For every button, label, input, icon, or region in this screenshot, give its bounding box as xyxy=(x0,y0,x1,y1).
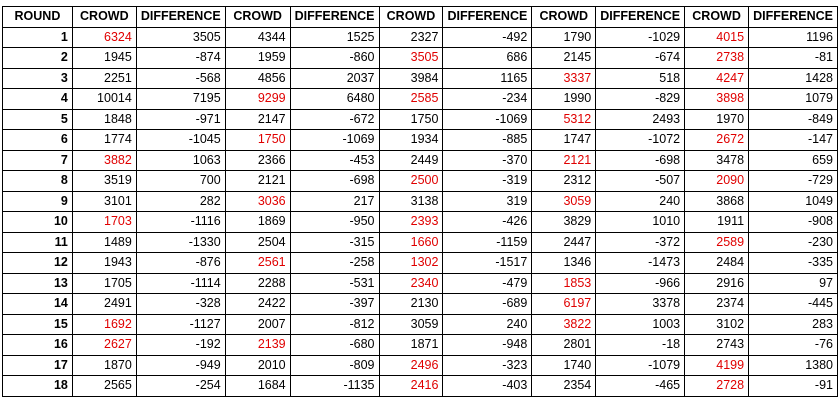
difference-cell: -698 xyxy=(290,171,379,192)
table-row xyxy=(3,171,838,192)
header-crowd: CROWD xyxy=(225,7,290,28)
table-row xyxy=(3,68,838,89)
difference-cell: -1114 xyxy=(136,273,225,294)
round-cell: 18 xyxy=(3,376,73,397)
header-difference: DIFFERENCE xyxy=(596,7,685,28)
crowd-cell: 1660 xyxy=(379,232,443,253)
difference-cell: 1049 xyxy=(749,191,838,212)
difference-cell: 240 xyxy=(596,191,685,212)
difference-cell: -147 xyxy=(749,130,838,151)
difference-cell: 518 xyxy=(596,68,685,89)
crowd-cell: 1869 xyxy=(225,212,290,233)
difference-cell: -680 xyxy=(290,335,379,356)
crowd-cell: 2007 xyxy=(225,314,290,335)
header-difference: DIFFERENCE xyxy=(749,7,838,28)
crowd-cell: 2589 xyxy=(685,232,749,253)
difference-cell: -91 xyxy=(749,376,838,397)
header-difference: DIFFERENCE xyxy=(443,7,532,28)
crowd-cell: 1489 xyxy=(72,232,136,253)
crowd-cell: 2801 xyxy=(532,335,596,356)
difference-cell: -698 xyxy=(596,150,685,171)
difference-cell: -230 xyxy=(749,232,838,253)
difference-cell: 97 xyxy=(749,273,838,294)
table-row xyxy=(3,191,838,212)
difference-cell: -949 xyxy=(136,355,225,376)
crowd-cell: 2251 xyxy=(72,68,136,89)
difference-cell: 1428 xyxy=(749,68,838,89)
difference-cell: -1473 xyxy=(596,253,685,274)
header-crowd: CROWD xyxy=(72,7,136,28)
header-row xyxy=(3,7,838,28)
crowd-cell: 2916 xyxy=(685,273,749,294)
difference-cell: -1072 xyxy=(596,130,685,151)
difference-cell: 319 xyxy=(443,191,532,212)
table-row xyxy=(3,232,838,253)
crowd-cell: 2374 xyxy=(685,294,749,315)
crowd-cell: 1871 xyxy=(379,335,443,356)
crowd-cell: 3898 xyxy=(685,89,749,110)
round-cell: 16 xyxy=(3,335,73,356)
crowd-cell: 3059 xyxy=(379,314,443,335)
crowd-cell: 9299 xyxy=(225,89,290,110)
difference-cell: -76 xyxy=(749,335,838,356)
crowd-cell: 3984 xyxy=(379,68,443,89)
round-cell: 15 xyxy=(3,314,73,335)
difference-cell: -370 xyxy=(443,150,532,171)
difference-cell: -966 xyxy=(596,273,685,294)
crowd-cell: 1302 xyxy=(379,253,443,274)
crowd-cell: 3505 xyxy=(379,48,443,69)
header-difference: DIFFERENCE xyxy=(290,7,379,28)
difference-cell: -1517 xyxy=(443,253,532,274)
crowd-cell: 4344 xyxy=(225,27,290,48)
difference-cell: -849 xyxy=(749,109,838,130)
crowd-cell: 1750 xyxy=(379,109,443,130)
difference-cell: -729 xyxy=(749,171,838,192)
crowd-cell: 3478 xyxy=(685,150,749,171)
round-cell: 12 xyxy=(3,253,73,274)
round-cell: 4 xyxy=(3,89,73,110)
difference-cell: -531 xyxy=(290,273,379,294)
crowd-cell: 1970 xyxy=(685,109,749,130)
difference-cell: 1525 xyxy=(290,27,379,48)
difference-cell: -672 xyxy=(290,109,379,130)
difference-cell: 1063 xyxy=(136,150,225,171)
header-round: ROUND xyxy=(3,7,73,28)
crowd-cell: 1750 xyxy=(225,130,290,151)
crowd-cell: 2145 xyxy=(532,48,596,69)
difference-cell: -1135 xyxy=(290,376,379,397)
crowd-cell: 2366 xyxy=(225,150,290,171)
crowd-cell: 4856 xyxy=(225,68,290,89)
round-cell: 9 xyxy=(3,191,73,212)
crowd-cell: 1740 xyxy=(532,355,596,376)
crowd-cell: 2504 xyxy=(225,232,290,253)
crowd-cell: 2010 xyxy=(225,355,290,376)
difference-cell: -81 xyxy=(749,48,838,69)
crowd-cell: 1911 xyxy=(685,212,749,233)
table-row xyxy=(3,253,838,274)
difference-cell: -971 xyxy=(136,109,225,130)
crowd-cell: 2139 xyxy=(225,335,290,356)
crowd-cell: 1705 xyxy=(72,273,136,294)
difference-cell: -1069 xyxy=(290,130,379,151)
header-crowd: CROWD xyxy=(532,7,596,28)
table-row xyxy=(3,109,838,130)
round-cell: 2 xyxy=(3,48,73,69)
crowd-cell: 1959 xyxy=(225,48,290,69)
difference-cell: 2493 xyxy=(596,109,685,130)
difference-cell: 240 xyxy=(443,314,532,335)
crowd-cell: 2738 xyxy=(685,48,749,69)
difference-cell: -950 xyxy=(290,212,379,233)
table-row xyxy=(3,355,838,376)
difference-cell: -315 xyxy=(290,232,379,253)
crowd-cell: 1774 xyxy=(72,130,136,151)
difference-cell: 1165 xyxy=(443,68,532,89)
round-cell: 1 xyxy=(3,27,73,48)
crowd-cell: 3101 xyxy=(72,191,136,212)
difference-cell: -876 xyxy=(136,253,225,274)
difference-cell: -426 xyxy=(443,212,532,233)
difference-cell: -674 xyxy=(596,48,685,69)
difference-cell: -908 xyxy=(749,212,838,233)
table-row xyxy=(3,212,838,233)
crowd-cell: 2500 xyxy=(379,171,443,192)
difference-cell: -1159 xyxy=(443,232,532,253)
crowd-cell: 2121 xyxy=(532,150,596,171)
crowd-cell: 3102 xyxy=(685,314,749,335)
crowd-cell: 3138 xyxy=(379,191,443,212)
difference-cell: 3378 xyxy=(596,294,685,315)
round-cell: 13 xyxy=(3,273,73,294)
difference-cell: -372 xyxy=(596,232,685,253)
crowd-cell: 2728 xyxy=(685,376,749,397)
difference-cell: -948 xyxy=(443,335,532,356)
crowd-cell: 2354 xyxy=(532,376,596,397)
crowd-cell: 2447 xyxy=(532,232,596,253)
difference-cell: 686 xyxy=(443,48,532,69)
difference-cell: -258 xyxy=(290,253,379,274)
crowd-cell: 2585 xyxy=(379,89,443,110)
crowd-cell: 4015 xyxy=(685,27,749,48)
difference-cell: -1330 xyxy=(136,232,225,253)
crowd-cell: 2491 xyxy=(72,294,136,315)
difference-cell: -453 xyxy=(290,150,379,171)
crowd-cell: 4247 xyxy=(685,68,749,89)
crowd-cell: 3829 xyxy=(532,212,596,233)
crowd-cell: 1747 xyxy=(532,130,596,151)
crowd-cell: 3519 xyxy=(72,171,136,192)
difference-cell: -568 xyxy=(136,68,225,89)
table-row xyxy=(3,48,838,69)
crowd-cell: 2393 xyxy=(379,212,443,233)
difference-cell: 6480 xyxy=(290,89,379,110)
table-row xyxy=(3,376,838,397)
crowd-cell: 1790 xyxy=(532,27,596,48)
crowd-cell: 3036 xyxy=(225,191,290,212)
crowd-cell: 2627 xyxy=(72,335,136,356)
round-cell: 11 xyxy=(3,232,73,253)
crowd-cell: 1870 xyxy=(72,355,136,376)
crowd-cell: 6197 xyxy=(532,294,596,315)
difference-cell: -192 xyxy=(136,335,225,356)
table-row xyxy=(3,150,838,171)
table-body xyxy=(3,27,838,396)
round-cell: 7 xyxy=(3,150,73,171)
difference-cell: 1380 xyxy=(749,355,838,376)
difference-cell: -445 xyxy=(749,294,838,315)
crowd-cell: 1943 xyxy=(72,253,136,274)
crowd-cell: 2288 xyxy=(225,273,290,294)
header-crowd: CROWD xyxy=(685,7,749,28)
crowd-cell: 5312 xyxy=(532,109,596,130)
difference-cell: -809 xyxy=(290,355,379,376)
round-cell: 3 xyxy=(3,68,73,89)
difference-cell: 700 xyxy=(136,171,225,192)
crowd-cell: 2312 xyxy=(532,171,596,192)
crowd-cell: 10014 xyxy=(72,89,136,110)
header-crowd: CROWD xyxy=(379,7,443,28)
table-row xyxy=(3,130,838,151)
round-cell: 6 xyxy=(3,130,73,151)
crowd-table xyxy=(2,6,838,397)
crowd-cell: 1934 xyxy=(379,130,443,151)
difference-cell: 7195 xyxy=(136,89,225,110)
crowd-cell: 2130 xyxy=(379,294,443,315)
difference-cell: -829 xyxy=(596,89,685,110)
difference-cell: -812 xyxy=(290,314,379,335)
round-cell: 8 xyxy=(3,171,73,192)
crowd-cell: 1703 xyxy=(72,212,136,233)
table-row xyxy=(3,314,838,335)
crowd-cell: 2484 xyxy=(685,253,749,274)
difference-cell: 282 xyxy=(136,191,225,212)
crowd-cell: 2565 xyxy=(72,376,136,397)
crowd-cell: 2422 xyxy=(225,294,290,315)
crowd-cell: 2121 xyxy=(225,171,290,192)
crowd-cell: 2672 xyxy=(685,130,749,151)
crowd-cell: 1990 xyxy=(532,89,596,110)
difference-cell: -254 xyxy=(136,376,225,397)
difference-cell: -1045 xyxy=(136,130,225,151)
round-cell: 17 xyxy=(3,355,73,376)
difference-cell: -403 xyxy=(443,376,532,397)
difference-cell: -323 xyxy=(443,355,532,376)
difference-cell: -18 xyxy=(596,335,685,356)
crowd-cell: 1692 xyxy=(72,314,136,335)
crowd-cell: 1945 xyxy=(72,48,136,69)
difference-cell: 1010 xyxy=(596,212,685,233)
crowd-cell: 1848 xyxy=(72,109,136,130)
crowd-cell: 3337 xyxy=(532,68,596,89)
difference-cell: -1029 xyxy=(596,27,685,48)
difference-cell: -465 xyxy=(596,376,685,397)
difference-cell: 2037 xyxy=(290,68,379,89)
crowd-cell: 3868 xyxy=(685,191,749,212)
difference-cell: 659 xyxy=(749,150,838,171)
difference-cell: -860 xyxy=(290,48,379,69)
difference-cell: -1127 xyxy=(136,314,225,335)
difference-cell: -234 xyxy=(443,89,532,110)
table-row xyxy=(3,27,838,48)
crowd-cell: 2416 xyxy=(379,376,443,397)
difference-cell: 1003 xyxy=(596,314,685,335)
round-cell: 14 xyxy=(3,294,73,315)
crowd-cell: 4199 xyxy=(685,355,749,376)
crowd-cell: 2090 xyxy=(685,171,749,192)
crowd-cell: 2496 xyxy=(379,355,443,376)
difference-cell: -335 xyxy=(749,253,838,274)
difference-cell: -689 xyxy=(443,294,532,315)
difference-cell: -1079 xyxy=(596,355,685,376)
difference-cell: -1069 xyxy=(443,109,532,130)
header-difference: DIFFERENCE xyxy=(136,7,225,28)
crowd-cell: 6324 xyxy=(72,27,136,48)
crowd-cell: 3822 xyxy=(532,314,596,335)
difference-cell: 1196 xyxy=(749,27,838,48)
crowd-cell: 1346 xyxy=(532,253,596,274)
table-row xyxy=(3,273,838,294)
difference-cell: 217 xyxy=(290,191,379,212)
difference-cell: 3505 xyxy=(136,27,225,48)
crowd-cell: 2743 xyxy=(685,335,749,356)
difference-cell: 283 xyxy=(749,314,838,335)
crowd-cell: 2147 xyxy=(225,109,290,130)
difference-cell: -1116 xyxy=(136,212,225,233)
crowd-cell: 3059 xyxy=(532,191,596,212)
crowd-cell: 2449 xyxy=(379,150,443,171)
crowd-cell: 1853 xyxy=(532,273,596,294)
table-row xyxy=(3,89,838,110)
difference-cell: -507 xyxy=(596,171,685,192)
difference-cell: -479 xyxy=(443,273,532,294)
table-row xyxy=(3,294,838,315)
difference-cell: 1079 xyxy=(749,89,838,110)
difference-cell: -885 xyxy=(443,130,532,151)
table-row xyxy=(3,335,838,356)
difference-cell: -874 xyxy=(136,48,225,69)
difference-cell: -319 xyxy=(443,171,532,192)
difference-cell: -492 xyxy=(443,27,532,48)
round-cell: 5 xyxy=(3,109,73,130)
crowd-cell: 2340 xyxy=(379,273,443,294)
crowd-cell: 2327 xyxy=(379,27,443,48)
difference-cell: -328 xyxy=(136,294,225,315)
difference-cell: -397 xyxy=(290,294,379,315)
crowd-cell: 2561 xyxy=(225,253,290,274)
crowd-cell: 3882 xyxy=(72,150,136,171)
round-cell: 10 xyxy=(3,212,73,233)
crowd-cell: 1684 xyxy=(225,376,290,397)
